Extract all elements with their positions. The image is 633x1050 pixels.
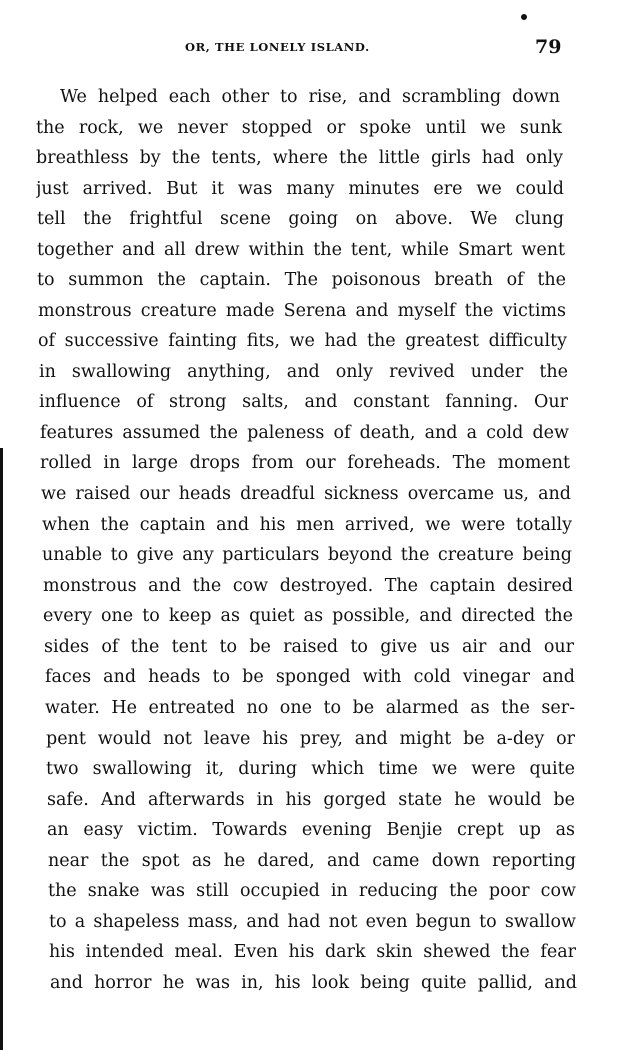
text-line: when the captain and his men arrived, we were totally <box>42 515 572 535</box>
text-line: safe. And afterwards in his gorged state he would be <box>47 790 575 810</box>
text-line: two swallowing it, during which time we were quite <box>46 759 575 779</box>
text-line: to a shapeless mass, and had not even begun to swallow <box>49 912 576 932</box>
text-line: together and all drew within the tent, while Smart went <box>37 240 565 260</box>
text-line: an easy victim. Towards evening Benjie crept up as <box>47 820 575 840</box>
text-line: to summon the captain. The poisonous breath of the <box>37 270 566 290</box>
text-line: features assumed the paleness of death, and a cold dew <box>40 423 569 443</box>
running-title: OR, THE LONELY ISLAND. <box>185 40 370 54</box>
text-line: and horror he was in, his look being quite pallid, and <box>50 973 577 993</box>
text-line: near the spot as he dared, and came down reporting <box>48 851 576 871</box>
text-line: pent would not leave his prey, and might be a-dey or <box>46 729 575 749</box>
text-line: in swallowing anything, and only revived under the <box>39 362 568 382</box>
text-line: the snake was still occupied in reducing the poor cow <box>48 881 576 901</box>
text-line: unable to give any particulars beyond the creature being <box>42 545 572 565</box>
text-line: we raised our heads dreadful sickness overcame us, and <box>41 484 571 504</box>
text-line: monstrous creature made Serena and myself the victims <box>38 301 566 321</box>
text-line: monstrous and the cow destroyed. The captain desired <box>43 576 573 596</box>
text-line: every one to keep as quiet as possible, and directed the <box>43 606 573 626</box>
text-line: sides of the tent to be raised to give us air and our <box>44 637 574 657</box>
text-line: tell the frightful scene going on above. We clung <box>37 209 564 229</box>
text-line: faces and heads to be sponged with cold vinegar and <box>45 667 575 687</box>
text-line: just arrived. But it was many minutes ere we could <box>36 179 564 199</box>
page-number: 79 <box>535 36 562 58</box>
text-line: We helped each other to rise, and scrambling down <box>60 87 560 107</box>
text-line: the rock, we never stopped or spoke until we sunk <box>36 118 562 138</box>
text-line: rolled in large drops from our foreheads. The moment <box>40 453 570 473</box>
text-line: influence of strong salts, and constant fanning. Our <box>39 392 568 412</box>
text-line: his intended meal. Even his dark skin shewed the fear <box>49 942 576 962</box>
text-line: water. He entreated no one to be alarmed as the ser- <box>45 698 575 718</box>
text-line: breathless by the tents, where the little girls had only <box>36 148 563 168</box>
text-line: of successive fainting fits, we had the greatest difficulty <box>38 331 567 351</box>
